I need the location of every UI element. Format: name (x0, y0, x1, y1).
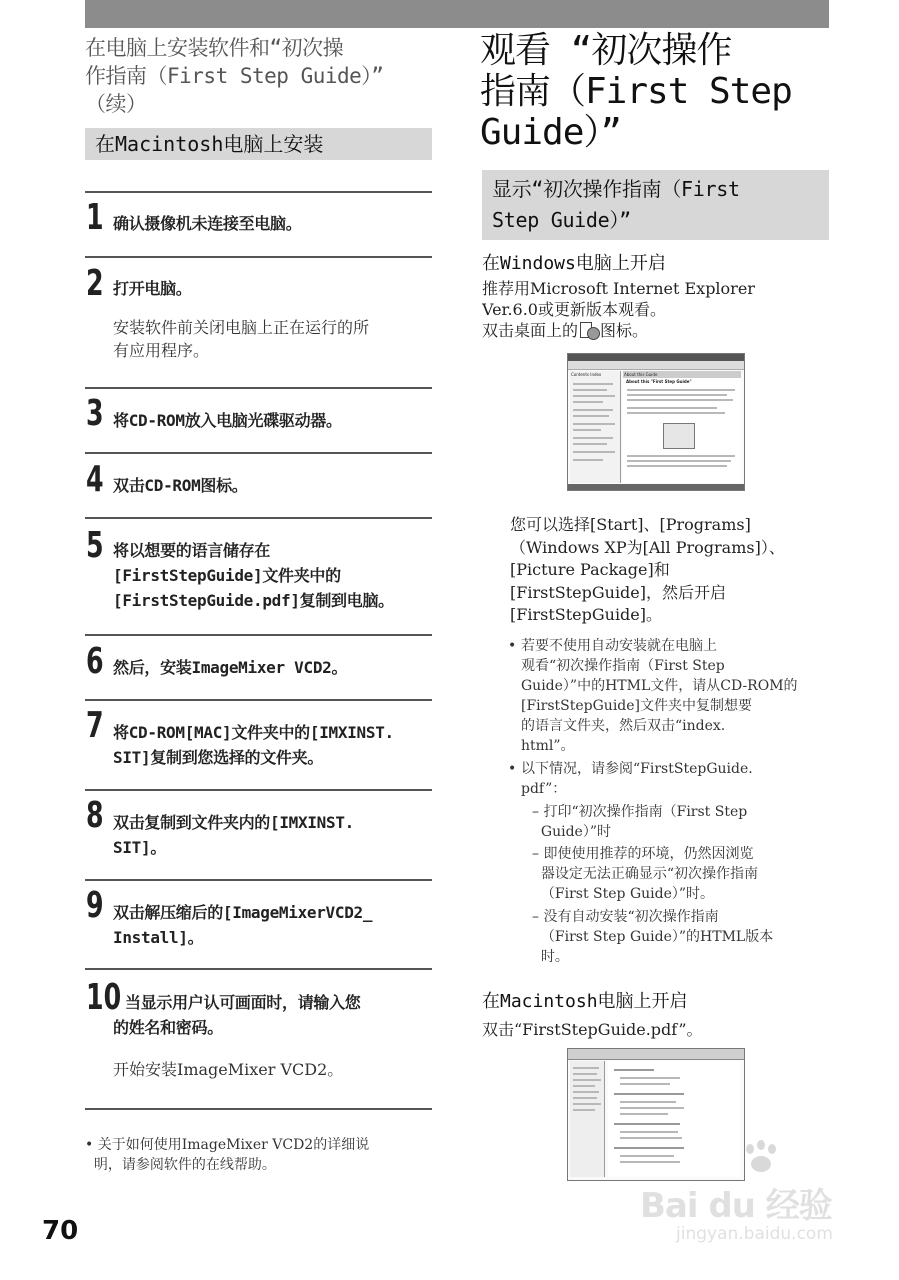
bullet-dot: • (508, 638, 517, 654)
divider (85, 387, 432, 389)
bullet-dot: • (508, 761, 517, 777)
select-text-line: [Picture Package]和 (510, 560, 670, 579)
mac-text: 双击“FirstStepGuide.pdf”。 (482, 1020, 703, 1039)
select-text-line: （Windows XP为[All Programs]）、 (510, 537, 785, 557)
left-footnote (85, 1135, 435, 1175)
bullet-line: Guide）”中的HTML文件，请从CD-ROM的 (521, 678, 798, 694)
step-text (113, 473, 435, 498)
step-number: 5 (86, 525, 104, 566)
step-line: 双击复制到文件夹内的[IMXINST. (113, 813, 354, 832)
top-bar (85, 0, 829, 28)
right-section-line: Step Guide）” (492, 208, 631, 232)
sub-bullet (532, 802, 832, 842)
panel-title: About this Guide (623, 371, 741, 378)
right-section-line: 显示“初次操作指南（First (492, 177, 740, 201)
index-tab[interactable]: Index (590, 372, 602, 377)
windows-text-line: Ver.6.0或更新版本观看。 (482, 300, 666, 319)
step-number: 4 (86, 459, 104, 500)
step-text (113, 720, 435, 770)
step-number: 1 (86, 197, 104, 238)
step-note-line: 安装软件前关闭电脑上正在运行的所 (113, 318, 370, 337)
left-heading (85, 34, 435, 118)
window-toolbar (568, 361, 744, 370)
bookmarks-pane (570, 1061, 605, 1177)
step-line: 双击解压缩后的[ImageMixerVCD2_ (113, 903, 373, 922)
content-pane (623, 371, 741, 483)
divider (85, 789, 432, 791)
step-number: 6 (86, 641, 104, 682)
windows-text (482, 278, 832, 341)
step-text (113, 900, 435, 950)
watermark-brand: Bai du 经验 (640, 1186, 832, 1226)
footnote-line: 明，请参阅软件的在线帮助。 (85, 1157, 276, 1173)
step-line: Install]。 (113, 928, 204, 947)
step-line: [FirstStepGuide.pdf]复制到电脑。 (113, 591, 394, 610)
step-text (113, 990, 435, 1040)
bullet-line: 的语言文件夹，然后双击“index. (521, 718, 726, 734)
watermark-url: jingyan.baidu.com (676, 1224, 833, 1244)
watermark (640, 1140, 890, 1250)
sub-bullet-line: – 即使使用推荐的环境，仍然因浏览 (532, 846, 754, 862)
sub-bullet-line: Guide）”时 (532, 824, 611, 840)
right-title-line: 观看 “初次操作 (480, 30, 732, 71)
step-line: 当显示用户认可画面时，请输入您 (125, 993, 361, 1012)
bullet-line: 以下情况，请参阅“FirstStepGuide. (521, 761, 753, 777)
bullet-line: 若要不使用自动安装就在电脑上 (521, 638, 717, 654)
sub-bullet-line: （First Step Guide）”时。 (532, 886, 715, 902)
select-text-line: [FirstStepGuide]。 (510, 605, 663, 624)
windows-text-line (482, 320, 832, 341)
contents-tab[interactable]: Contents (571, 372, 589, 377)
step-line: 双击CD-ROM图标。 (113, 476, 248, 495)
step-number: 8 (86, 795, 104, 836)
select-text-line: 您可以选择[Start]、[Programs] (510, 515, 751, 534)
step-line: SIT]复制到您选择的文件夹。 (113, 748, 324, 767)
paw-logo-icon (740, 1140, 784, 1176)
step-note-line: 有应用程序。 (113, 341, 210, 360)
step-note-line: 开始安装ImageMixer VCD2。 (113, 1060, 344, 1079)
step-number: 3 (86, 393, 104, 434)
windows-heading: 在Windows电脑上开启 (482, 253, 666, 274)
step-note (113, 316, 435, 362)
content-heading: About this "First Step Guide" (626, 379, 692, 384)
bullet-line: html”。 (521, 738, 575, 754)
left-section-title-text: 在Macintosh电脑上安装 (95, 132, 324, 156)
footnote-line: • 关于如何使用ImageMixer VCD2的详细说 (85, 1137, 370, 1153)
right-title (480, 30, 830, 153)
left-heading-line: 作指南（First Step Guide）” (85, 64, 384, 88)
step-number: 7 (86, 705, 104, 746)
desktop-icon[interactable] (578, 321, 600, 339)
sub-bullet-line: – 打印“初次操作指南（First Step (532, 804, 748, 820)
step-line: 打开电脑。 (113, 279, 192, 298)
bullet-line: [FirstStepGuide]文件夹中复制想要 (521, 698, 753, 714)
step-note (113, 1058, 435, 1081)
divider (85, 517, 432, 519)
left-heading-line: （续） (85, 92, 147, 116)
contents-pane (570, 371, 621, 483)
divider (85, 191, 432, 193)
divider (85, 879, 432, 881)
step-number: 9 (86, 885, 104, 926)
divider (85, 256, 432, 258)
sub-bullet-line: 器设定无法正确显示“初次操作指南 (532, 866, 759, 882)
left-heading-line: 在电脑上安装软件和“初次操 (85, 36, 344, 60)
windows-text-line: 推荐用Microsoft Internet Explorer (482, 279, 755, 298)
bullet-item (508, 759, 828, 799)
divider (85, 699, 432, 701)
sub-bullet-line: （First Step Guide）”的HTML版本 (532, 929, 774, 945)
windows-text-part: 双击桌面上的 (482, 321, 579, 340)
divider (85, 634, 432, 636)
divider (85, 968, 432, 970)
mac-heading: 在Macintosh电脑上开启 (482, 991, 688, 1012)
bullet-line: 观看“初次操作指南（First Step (521, 658, 725, 674)
step-number: 2 (86, 263, 104, 304)
sub-bullet (532, 907, 832, 967)
right-title-line: Guide）” (480, 112, 622, 153)
camera-illustration (663, 423, 695, 449)
divider (85, 452, 432, 454)
windows-text-part: 图标。 (600, 321, 649, 340)
mac-toolbar (568, 1049, 744, 1060)
select-text (510, 514, 840, 627)
step-text (113, 655, 435, 680)
step-line: 然后，安装ImageMixer VCD2。 (113, 658, 348, 677)
step-text (113, 211, 435, 236)
right-title-line: 指南（First Step (480, 71, 792, 112)
select-text-line: [FirstStepGuide]，然后开启 (510, 582, 727, 602)
bullet-line: pdf”： (521, 781, 567, 797)
step-text (113, 538, 435, 613)
step-line: 确认摄像机未连接至电脑。 (113, 214, 302, 233)
windows-screenshot (567, 353, 745, 491)
bullet-item (508, 636, 828, 756)
step-line: [FirstStepGuide]文件夹中的 (113, 566, 341, 585)
step-line: 将以想要的语言储存在 (113, 541, 271, 560)
step-text (113, 810, 435, 860)
taskbar (568, 484, 744, 490)
page-number: 70 (42, 1216, 79, 1246)
divider (85, 1108, 432, 1110)
right-section-title (482, 170, 829, 240)
sub-bullet-line: – 没有自动安装“初次操作指南 (532, 909, 719, 925)
step-line: 将CD-ROM[MAC]文件夹中的[IMXINST. (113, 723, 394, 742)
left-section-title (85, 128, 432, 160)
sub-bullet (532, 844, 832, 904)
step-text (113, 408, 435, 433)
step-line: SIT]。 (113, 838, 167, 857)
window-titlebar (568, 354, 744, 361)
sub-bullet-line: 时。 (532, 949, 569, 965)
step-number: 10 (86, 977, 122, 1018)
step-line: 的姓名和密码。 (113, 1018, 223, 1037)
step-text (113, 276, 435, 301)
step-line: 将CD-ROM放入电脑光碟驱动器。 (113, 411, 342, 430)
